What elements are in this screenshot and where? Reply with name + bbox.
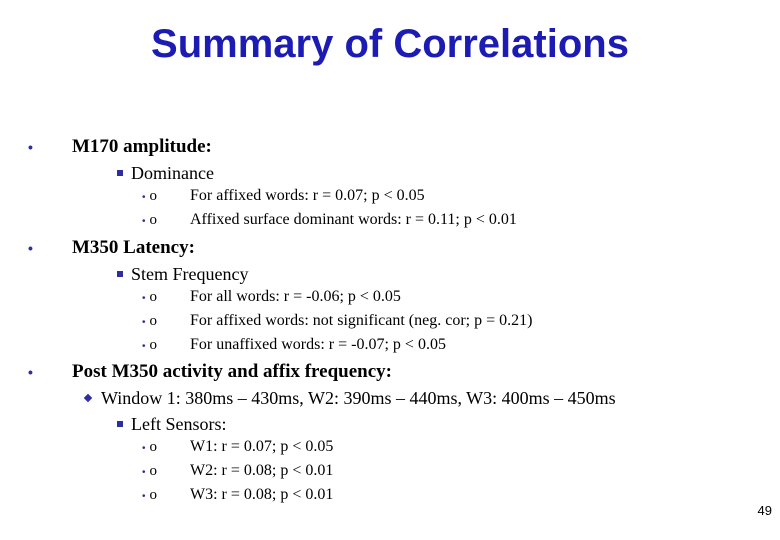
page-number: 49: [757, 503, 772, 518]
window-bullet: Window 1: 380ms – 430ms, W2: 390ms – 440ms, W3: 400ms – 450ms: [85, 388, 616, 409]
square-bullet-icon: [117, 170, 123, 176]
section-heading: • Post M350 activity and affix frequency:: [28, 361, 392, 382]
dot-icon: •: [142, 467, 146, 478]
section-heading: • M170 amplitude:: [28, 136, 212, 157]
detail-item: • o W2: r = 0.08; p < 0.01: [142, 462, 334, 479]
dot-icon: •: [142, 192, 146, 203]
detail-item: • o Affixed surface dominant words: r = 0.11; p < 0.01: [142, 211, 517, 228]
dot-icon: •: [142, 317, 146, 328]
square-bullet-icon: [117, 421, 123, 427]
section-heading: • M350 Latency:: [28, 237, 195, 258]
bullet-icon: •: [28, 139, 33, 155]
detail-item: • o For unaffixed words: r = -0.07; p < 0.05: [142, 336, 446, 353]
diamond-bullet-icon: [84, 394, 92, 402]
dot-icon: •: [142, 216, 146, 227]
detail-item: • o For all words: r = -0.06; p < 0.05: [142, 288, 401, 305]
detail-item: • o For affixed words: r = 0.07; p < 0.05: [142, 187, 425, 204]
sub-bullet: Dominance: [117, 163, 214, 184]
bullet-icon: •: [28, 240, 33, 256]
dot-icon: •: [142, 293, 146, 304]
detail-item: • o For affixed words: not significant (neg. cor; p = 0.21): [142, 312, 533, 329]
sub-bullet: Left Sensors:: [117, 414, 226, 435]
square-bullet-icon: [117, 271, 123, 277]
dot-icon: •: [142, 443, 146, 454]
sub-bullet: Stem Frequency: [117, 264, 248, 285]
bullet-icon: •: [28, 364, 33, 380]
dot-icon: •: [142, 491, 146, 502]
slide-title: Summary of Correlations: [151, 22, 629, 66]
detail-item: • o W1: r = 0.07; p < 0.05: [142, 438, 334, 455]
dot-icon: •: [142, 341, 146, 352]
detail-item: • o W3: r = 0.08; p < 0.01: [142, 486, 334, 503]
